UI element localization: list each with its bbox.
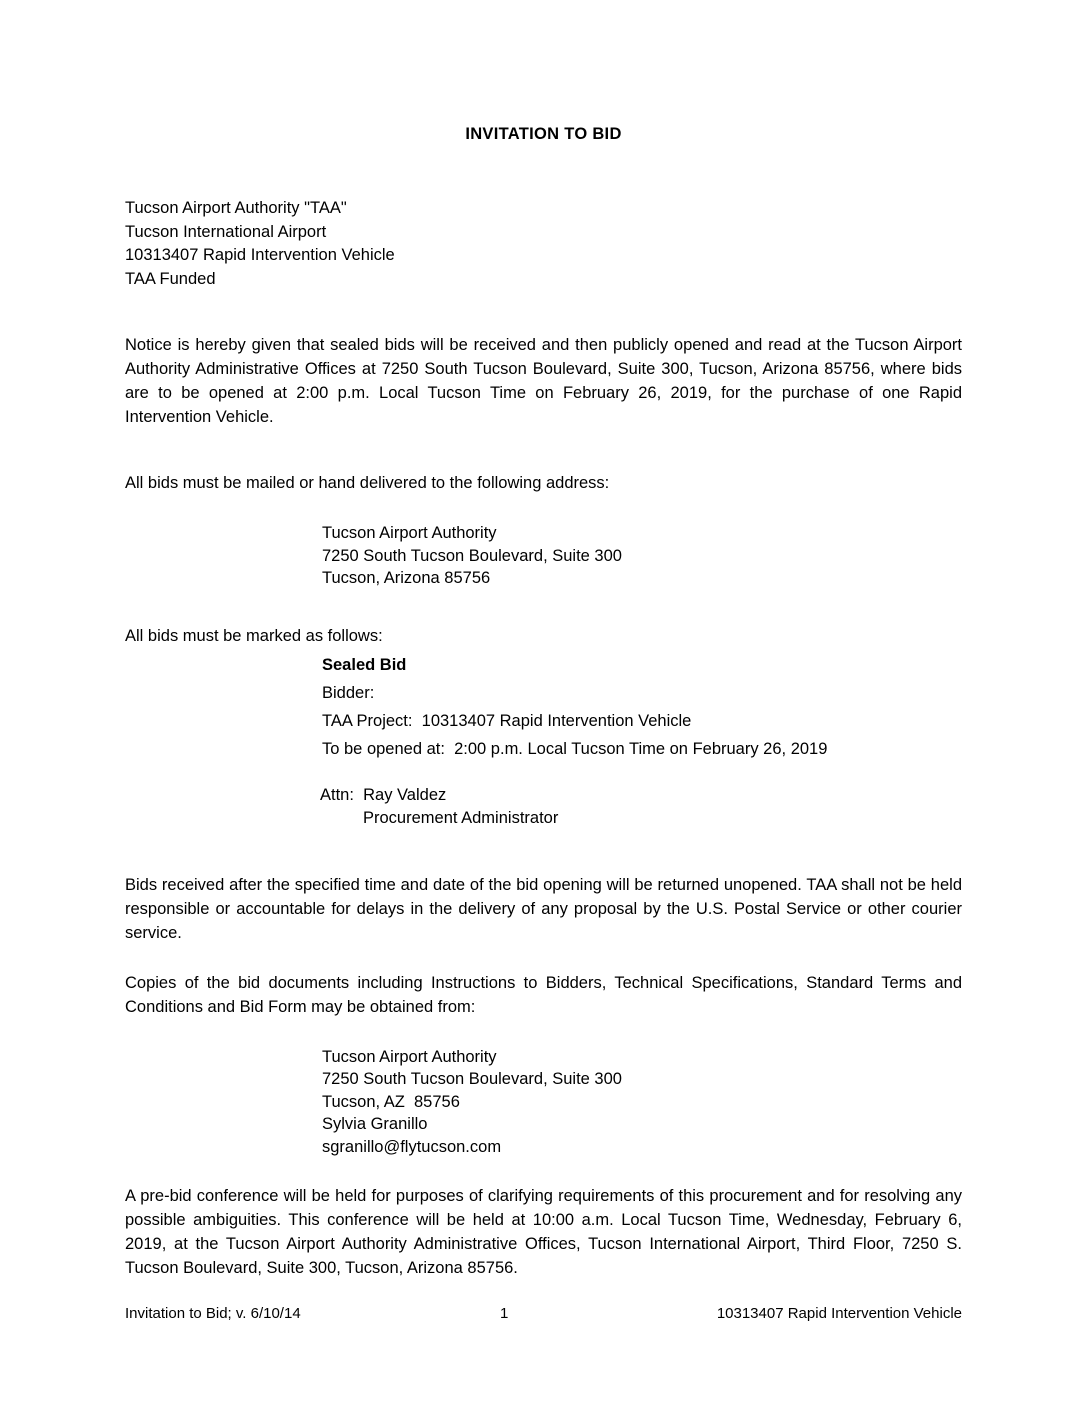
contact-name: Sylvia Granillo xyxy=(322,1115,428,1134)
mailing-address-line: 7250 South Tucson Boulevard, Suite 300 xyxy=(322,546,622,565)
attention-block xyxy=(320,784,962,831)
mailing-address-block xyxy=(322,522,962,590)
bidder-label: Bidder: xyxy=(322,683,375,702)
contact-line: 7250 South Tucson Boulevard, Suite 300 xyxy=(322,1070,622,1089)
page-title: INVITATION TO BID xyxy=(465,125,622,143)
bid-opening-line: To be opened at: 2:00 p.m. Local Tucson Time on February 26, 2019 xyxy=(322,740,828,759)
document-contact-block xyxy=(322,1046,962,1159)
mailing-intro: All bids must be mailed or hand delivered to the following address: xyxy=(125,474,610,492)
mailing-address-line: Tucson, Arizona 85756 xyxy=(322,569,491,587)
contact-email: sgranillo@flytucson.com xyxy=(322,1137,502,1156)
document-content xyxy=(125,0,962,1280)
footer-right-text: 10313407 Rapid Intervention Vehicle xyxy=(716,1305,962,1322)
attn-name-line: Attn: Ray Valdez xyxy=(320,785,447,804)
footer-left-text: Invitation to Bid; v. 6/10/14 xyxy=(125,1305,301,1322)
bid-marking-block xyxy=(322,651,962,764)
mailing-address-line: Tucson Airport Authority xyxy=(322,524,497,542)
identification-line: Tucson International Airport xyxy=(125,222,327,241)
attn-title-line: Procurement Administrator xyxy=(363,809,559,828)
project-identification-block xyxy=(125,197,962,291)
footer-page-number: 1 xyxy=(500,1305,509,1322)
contact-line: Tucson, AZ 85756 xyxy=(322,1092,460,1111)
identification-line: Tucson Airport Authority "TAA" xyxy=(125,199,347,217)
identification-line: 10313407 Rapid Intervention Vehicle xyxy=(125,246,395,264)
notice-paragraph: Notice is hereby given that sealed bids will be received and then publicly opened and read at the Tucson Airport Authority Administrative Offices at 7250 South Tucson Boulevard, Suite 300, Tucson, Arizona 85756, where bids are to be opened at 2:00 p.m. Local Tucson Time on February 26, 2019, for the purchase of one Rapid Intervention Vehicle. xyxy=(125,336,962,426)
identification-line: TAA Funded xyxy=(125,269,216,288)
page-footer xyxy=(125,1305,962,1327)
bid-documents-paragraph: Copies of the bid documents including Instructions to Bidders, Technical Specifications, Standard Terms and Conditions and Bid Form may be obtained from: xyxy=(125,973,962,1016)
prebid-conference-paragraph: A pre-bid conference will be held for purposes of clarifying requirements of this procurement and for resolving any possible ambiguities. This conference will be held at 10:00 a.m. Local Tucson Time, Wednesday, February 6, 2019, at the Tucson Airport Authority Administrative Offices, Tucson International Airport, Third Floor, 7250 S. Tucson Boulevard, Suite 300, Tucson, Arizona 85756. xyxy=(125,1187,962,1278)
taa-project-line: TAA Project: 10313407 Rapid Intervention Vehicle xyxy=(322,712,692,731)
late-bids-paragraph: Bids received after the specified time and date of the bid opening will be returned unopened. TAA shall not be held responsible or accountable for delays in the delivery of any proposal by the U.S. Postal Service or other courier service. xyxy=(125,875,962,942)
sealed-bid-label: Sealed Bid xyxy=(322,655,407,674)
marking-intro: All bids must be marked as follows: xyxy=(125,626,383,645)
contact-line: Tucson Airport Authority xyxy=(322,1047,497,1066)
